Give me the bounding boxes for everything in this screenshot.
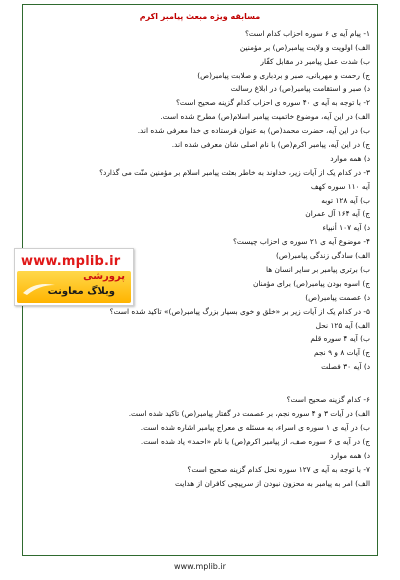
questions-part-2 xyxy=(30,393,370,490)
text-line: ۷- با توجه به آیه ی ۱۲۷ سوره نحل کدام گزینه صحیح است؟ xyxy=(187,464,370,474)
text-line: ۴- موضوع آیه ی ۲۱ سوره ی احزاب چیست؟ xyxy=(232,237,370,247)
text-line: د) عصمت پیامبر(ص) xyxy=(305,292,370,302)
text-line: ج) رحمت و مهربانی، صبر و بردباری و صلابت پیامبر(ص) xyxy=(197,70,370,80)
text-line: د) همه موارد xyxy=(330,450,370,460)
text-line: ۲- با توجه به آیه ی ۴۰ سوره ی احزاب کدام گزینه صحیح است؟ xyxy=(175,98,370,108)
text-line: ب) آیه ۱۲۸ توبه xyxy=(321,195,370,205)
text-line: الف) امر به پیامبر به محزون نبودن از سرپیچی کافران از هدایت xyxy=(175,478,370,488)
logo-url: www.mplib.ir xyxy=(21,254,121,269)
text-line: الف) در این آیه، موضوع خاتمیت پیامبر اسلام(ص) مطرح شده است. xyxy=(160,112,370,122)
text-line: الف) سادگی زندگی پیامبر(ص) xyxy=(276,251,370,261)
text-line: ج) آیه ۱۶۴ آل عمران xyxy=(305,209,370,219)
text-line: ج) در آیه ی ۶ سوره صف، از پیامبر اکرم(ص) با نام «احمد» یاد شده است. xyxy=(140,436,370,446)
mplib-logo xyxy=(14,248,134,306)
logo-text-weblog: وبلاگ معاونت xyxy=(47,286,115,297)
text-line: د) آیه ۱۰۷ أنبیاء xyxy=(322,223,370,233)
text-line: ب) شدت عمل پیامبر در مقابل کفّار xyxy=(260,56,370,66)
text-line: د) آیه ۳۰ فصلت xyxy=(321,362,370,372)
text-line: ۱- پیام آیه ی ۶ سوره احزاب کدام است؟ xyxy=(244,28,370,38)
text-line: د) همه موارد xyxy=(330,153,370,163)
text-line: ج) آیات ۸ و ۹ نجم xyxy=(313,348,370,358)
text-line: الف) اولویت و ولایت پیامبر(ص) بر مؤمنین xyxy=(239,42,370,52)
text-line: ۳- در کدام یک از آیات زیر، خداوند به خاطر بعثت پیامبر اسلام بر مؤمنین منّت می گذارد؟ xyxy=(99,167,370,177)
text-line: ج) در این آیه، پیامبر اکرم(ص) با نام اصلی شان معرفی شده اند. xyxy=(171,140,370,150)
text-line: ۵- در کدام یک از آیات زیر بر «خلق و خوی بسیار بزرگ پیامبر(ص)» تاکید شده است؟ xyxy=(109,306,370,316)
text-line: د) صبر و استقامت پیامبر(ص) در ابلاغ رسالت xyxy=(230,84,370,94)
logo-text-parvareshi: پرورشی xyxy=(83,271,125,282)
text-line: ب) در این آیه، حضرت محمد(ص) به عنوان فرستاده ی خدا معرفی شده اند. xyxy=(137,126,370,136)
text-line: ۶- کدام گزینه صحیح است؟ xyxy=(286,395,370,405)
text-line: آیه ۱۱۰ سوره کهف xyxy=(310,181,370,191)
text-line: ب) در آیه ی ۱ سوره ی اسراء، به مسئله ی معراج پیامبر اشاره شده است. xyxy=(140,422,370,432)
text-line: ب) آیه ۴ سوره قلم xyxy=(310,334,370,344)
text-line: الف) در آیات ۳ و ۴ سوره نجم، بر عصمت در گفتار پیامبر(ص) تاکید شده است. xyxy=(128,409,370,419)
text-line: ب) برتری پیامبر بر سایر انسان ها xyxy=(265,265,370,275)
footer-url: www.mplib.ir xyxy=(174,562,226,571)
text-line: الف) آیه ۱۲۵ نحل xyxy=(315,320,370,330)
questions-part-1 xyxy=(30,27,370,374)
text-line: ج) اسوه بودن پیامبر(ص) برای مؤمنان xyxy=(252,278,370,288)
section-gap xyxy=(30,374,370,393)
document-title: مسابقه ویژه مبعث پیامبر اکرم xyxy=(139,12,261,21)
